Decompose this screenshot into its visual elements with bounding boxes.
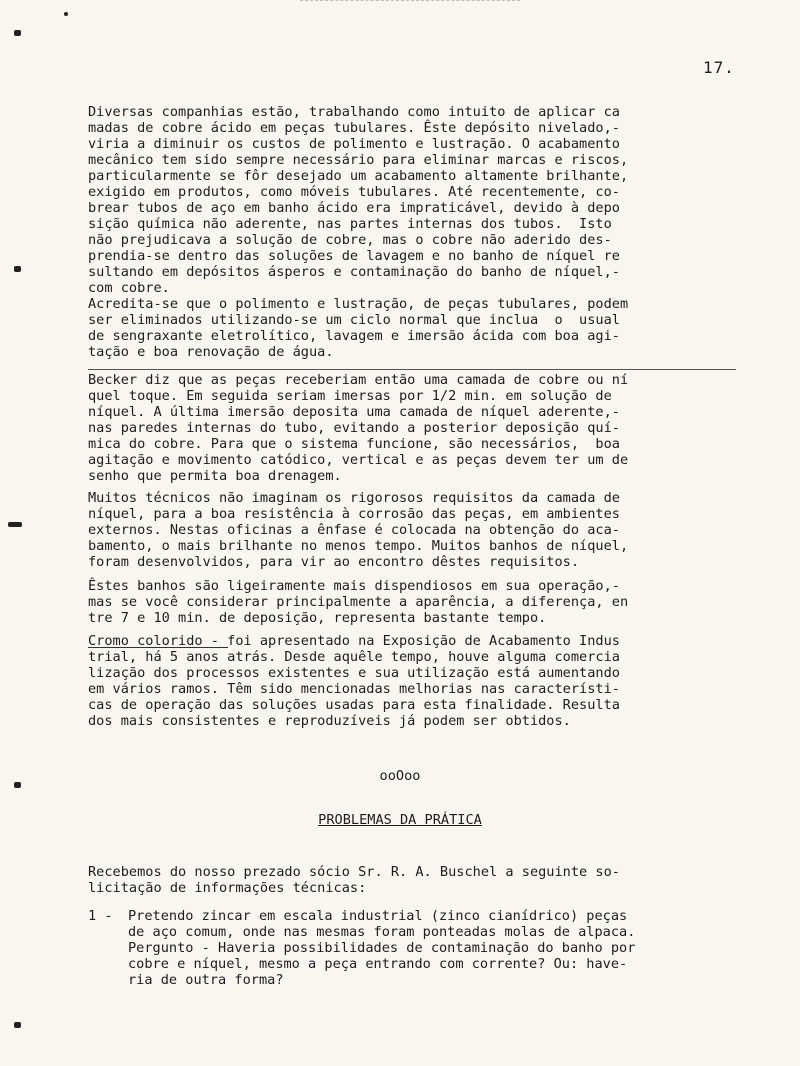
top-edge-line — [300, 0, 520, 2]
text-line: Muitos técnicos não imaginam os rigorosos requisitos da camada de — [88, 490, 620, 506]
text-line: de sengraxante eletrolítico, lavagem e imersão ácida com boa agi- — [88, 328, 620, 344]
text-line: cobre e níquel, mesmo a peça entrando com corrente? Ou: have- — [128, 956, 628, 972]
text-line: mecânico tem sido sempre necessário para eliminar marcas e riscos, — [88, 152, 629, 168]
text-line: particularmente se fôr desejado um acabamento altamente brilhante, — [88, 168, 629, 184]
text-line: não prejudicava a solução de cobre, mas o cobre não aderido des- — [88, 232, 612, 248]
text-line: dos mais consistentes e reproduzíveis já podem ser obtidos. — [88, 713, 571, 729]
page-number: 17. — [703, 58, 735, 77]
text-line: tação e boa renovação de água. — [88, 344, 334, 360]
margin-mark — [14, 30, 21, 36]
text-line: de aço comum, onde nas mesmas foram ponteadas molas de alpaca. — [128, 924, 636, 940]
strike-line — [88, 369, 736, 370]
text-line: tre 7 e 10 min. de deposição, representa bastante tempo. — [88, 610, 547, 626]
text-line: prendia-se dentro das soluções de lavagem e no banho de níquel re — [88, 248, 620, 264]
text-line: externos. Nestas oficinas a ênfase é colocada na obtenção do aca- — [88, 522, 620, 538]
text-line: sição química não aderente, nas partes internas dos tubos. Isto — [88, 216, 612, 232]
text-line: níquel, para a boa resistência à corrosão das peças, em ambientes — [88, 506, 620, 522]
text-line: mica do cobre. Para que o sistema funcione, são necessários, boa — [88, 436, 620, 452]
text-line: lização dos processos existentes e sua utilização está aumentando — [88, 665, 620, 681]
text-line: sultando em depósitos ásperos e contaminação do banho de níquel,- — [88, 264, 620, 280]
text-line: Pretendo zincar em escala industrial (zinco cianídrico) peças — [128, 908, 628, 924]
margin-mark — [64, 12, 68, 16]
text-line: Êstes banhos são ligeiramente mais dispendiosos em sua operação,- — [88, 578, 620, 594]
question-number: 1 - — [88, 908, 113, 924]
text-line: em vários ramos. Têm sido mencionadas melhorias nas característi- — [88, 681, 620, 697]
separator: ooOoo — [379, 768, 421, 784]
text-line: com cobre. — [88, 280, 170, 296]
text-line: madas de cobre ácido em peças tubulares. Êste depósito nivelado,- — [88, 120, 620, 136]
text-line: Cromo colorido - foi apresentado na Exposição de Acabamento Indus — [88, 633, 620, 649]
text-line: bamento, o mais brilhante no menos tempo. Muitos banhos de níquel, — [88, 538, 629, 554]
margin-mark — [14, 266, 21, 272]
text-line: Recebemos do nosso prezado sócio Sr. R. A. Buschel a seguinte so- — [88, 864, 620, 880]
margin-mark — [8, 522, 22, 527]
text-line: brear tubos de aço em banho ácido era impraticável, devido à depo — [88, 200, 620, 216]
text-line: viria a diminuir os custos de polimento e lustração. O acabamento — [88, 136, 620, 152]
text-line: Pergunto - Haveria possibilidades de contaminação do banho por — [128, 940, 636, 956]
text-line: Acredita-se que o polimento e lustração, de peças tubulares, podem — [88, 296, 629, 312]
text-line: ser eliminados utilizando-se um ciclo normal que inclua o usual — [88, 312, 620, 328]
text-line: quel toque. Em seguida seriam imersas por 1/2 min. em solução de — [88, 388, 612, 404]
text-line: nas paredes internas do tubo, evitando a posterior deposição quí- — [88, 420, 620, 436]
text-line: cas de operação das soluções usadas para esta finalidade. Resulta — [88, 697, 620, 713]
text-line: exigido em produtos, como móveis tubulares. Até recentemente, co- — [88, 184, 620, 200]
text-line: Becker diz que as peças receberiam então uma camada de cobre ou ní — [88, 372, 629, 388]
text-line: ria de outra forma? — [128, 972, 284, 988]
text-line: agitação e movimento catódico, vertical e as peças devem ter um de — [88, 452, 629, 468]
text-line: senho que permita boa drenagem. — [88, 468, 342, 484]
text-line: Diversas companhias estão, trabalhando como intuito de aplicar ca — [88, 104, 620, 120]
text-line: licitação de informações técnicas: — [88, 880, 367, 896]
text-line: mas se você considerar principalmente a aparência, a diferença, en — [88, 594, 629, 610]
text-line: foram desenvolvidos, para vir ao encontro dêstes requisitos. — [88, 554, 580, 570]
margin-mark — [14, 1022, 21, 1028]
section-title: PROBLEMAS DA PRÁTICA — [318, 812, 482, 828]
text-line: trial, há 5 anos atrás. Desde aquêle tempo, houve alguma comercia — [88, 649, 620, 665]
text-line: níquel. A última imersão deposita uma camada de níquel aderente,- — [88, 404, 620, 420]
